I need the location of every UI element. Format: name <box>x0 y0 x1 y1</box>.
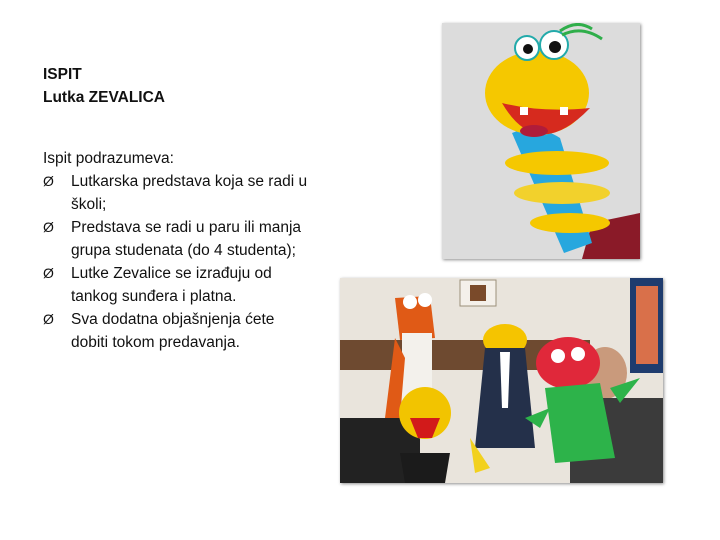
bullet-text: Sva dodatna objašnjenja ćete dobiti tokom predavanja. <box>71 311 275 351</box>
arrow-bullet-icon: Ø <box>43 219 54 235</box>
slide-title: ISPIT <box>43 66 82 83</box>
arrow-bullet-icon: Ø <box>43 311 54 327</box>
group-of-puppets-photo <box>340 278 663 483</box>
arrow-bullet-icon: Ø <box>43 265 54 281</box>
bullet-text: Lutke Zevalice se izrađuju od tankog sunđera i platna. <box>71 265 272 305</box>
bullet-text: Lutkarska predstava koja se radi u školi; <box>71 173 308 213</box>
yellow-bird-puppet-photo <box>442 23 640 259</box>
list-item <box>43 170 313 216</box>
list-item <box>43 216 313 262</box>
list-item <box>43 262 313 308</box>
arrow-bullet-icon: Ø <box>43 173 54 189</box>
bullet-list <box>43 170 313 354</box>
bullet-text: Predstava se radi u paru ili manja grupa studenata (do 4 studenta); <box>71 219 302 259</box>
list-item <box>43 308 313 354</box>
title-block <box>43 63 165 109</box>
intro-text: Ispit podrazumeva: <box>43 150 174 167</box>
slide-subtitle: Lutka ZEVALICA <box>43 89 165 106</box>
